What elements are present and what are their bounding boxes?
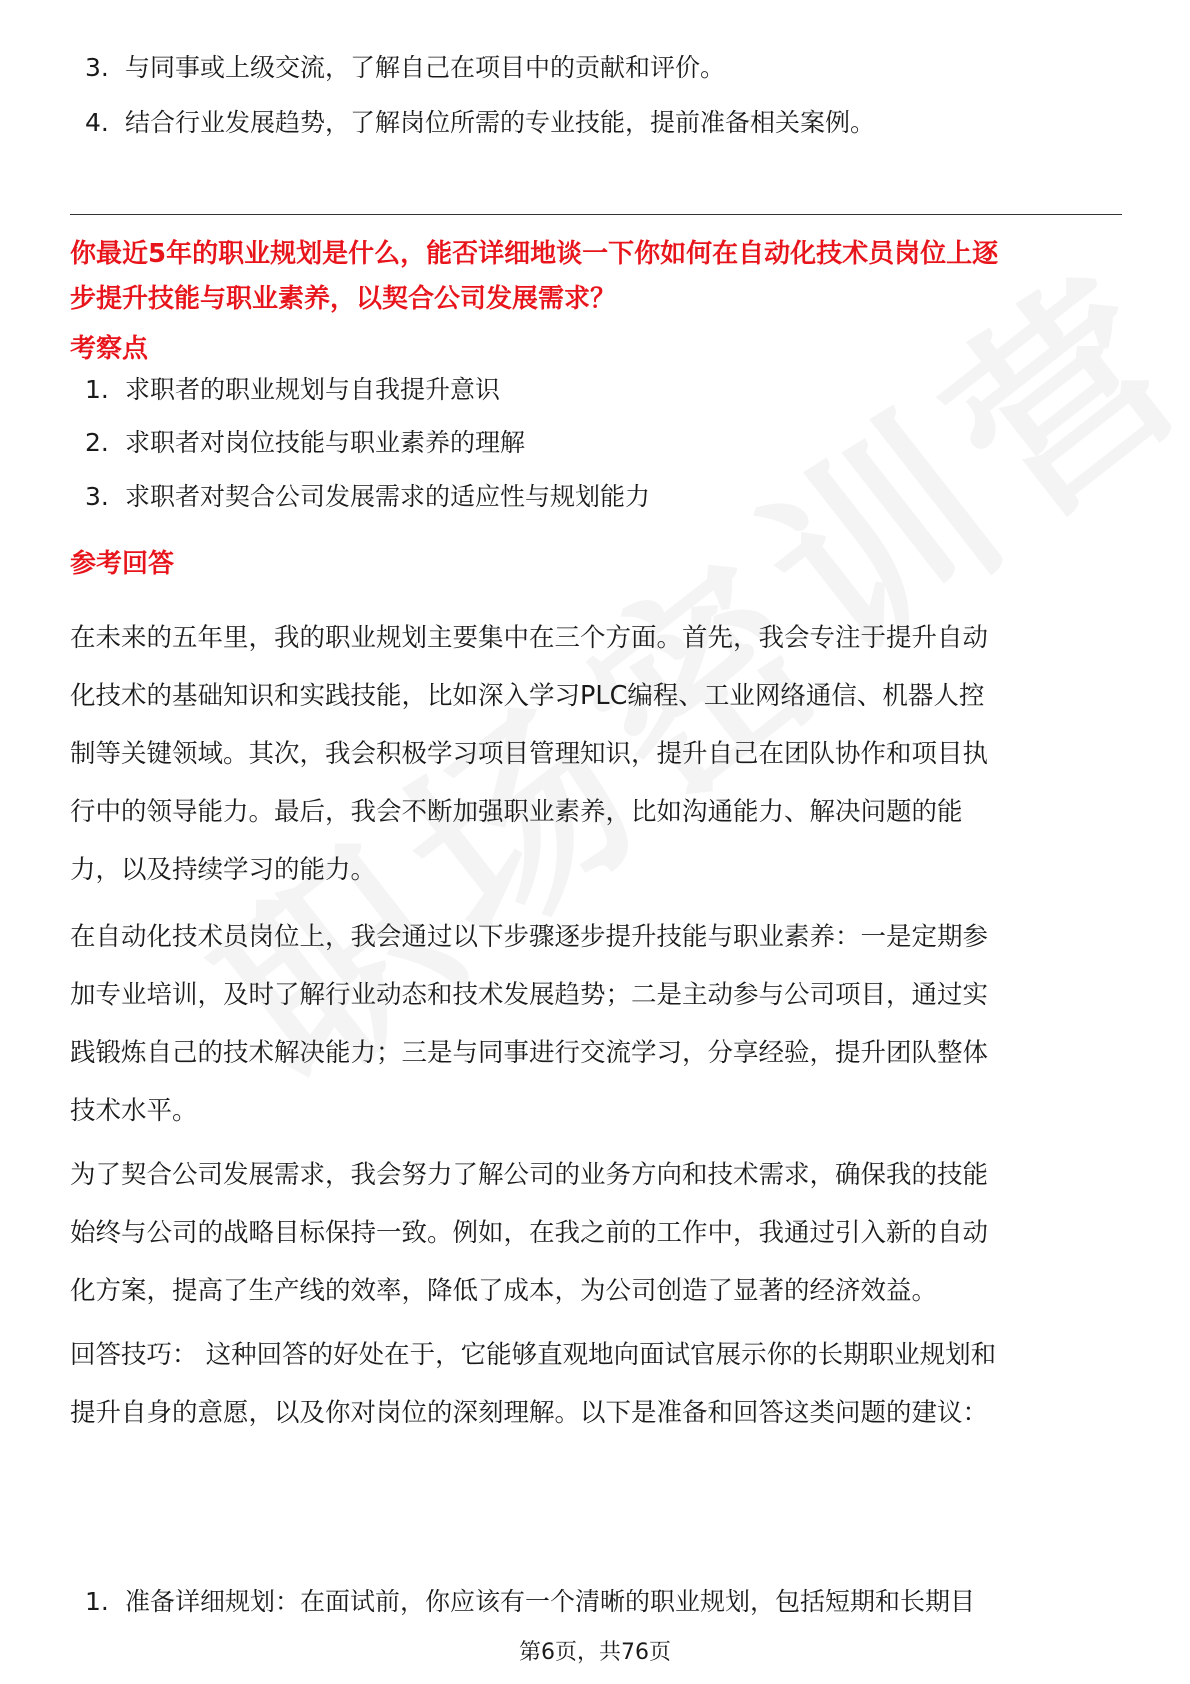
list-item: 1. 求职者的职业规划与自我提升意识 [85, 375, 501, 404]
list-item: 3. 与同事或上级交流，了解自己在项目中的贡献和评价。 [85, 53, 726, 82]
question-heading: 你最近5年的职业规划是什么，能否详细地谈一下你如何在自动化技术员岗位上逐 步提升技能与职业素养，以契合公司发展需求？ [70, 239, 999, 314]
answer-paragraph: 在自动化技术员岗位上，我会通过以下步骤逐步提升技能与职业素养：一是定期参 加专业培训，及时了解行业动态和技术发展趋势；二是主动参与公司项目，通过实 践锻炼自己的技术解决能力；三是与同事进行交流学习，分享经验，提升团队整体 技术水平。 [70, 922, 989, 1126]
answer-paragraph: 为了契合公司发展需求，我会努力了解公司的业务方向和技术需求，确保我的技能 始终与公司的战略目标保持一致。例如，在我之前的工作中，我通过引入新的自动 化方案，提高了生产线的效率，降低了成本，为公司创造了显著的经济效益。 [70, 1160, 989, 1306]
answer-tips-paragraph: 回答技巧： 这种回答的好处在于，它能够直观地向面试官展示你的长期职业规划和 提升自身的意愿，以及你对岗位的深刻理解。以下是准备和回答这类问题的建议： [70, 1340, 997, 1428]
list-item: 2. 求职者对岗位技能与职业素养的理解 [85, 428, 526, 457]
list-item: 1. 准备详细规划：在面试前，你应该有一个清晰的职业规划，包括短期和长期目 [85, 1587, 976, 1616]
list-item: 4. 结合行业发展趋势，了解岗位所需的专业技能，提前准备相关案例。 [85, 108, 876, 137]
exam-points-title: 考察点 [70, 334, 149, 364]
reference-answer-title: 参考回答 [70, 549, 175, 579]
list-item: 3. 求职者对契合公司发展需求的适应性与规划能力 [85, 482, 651, 511]
page-number: 第6页，共76页 [519, 1640, 671, 1665]
answer-paragraph: 在未来的五年里，我的职业规划主要集中在三个方面。首先，我会专注于提升自动 化技术的基础知识和实践技能，比如深入学习PLC编程、工业网络通信、机器人控 制等关键领域。其次，我会积极学习项目管理知识，提升自己在团队协作和项目执 行中的领导能力。最后，我会不断加强职业素养，比如沟通能力、解决问题的能 力，以及持续学习的能力。 [70, 623, 989, 885]
divider [70, 214, 1122, 215]
